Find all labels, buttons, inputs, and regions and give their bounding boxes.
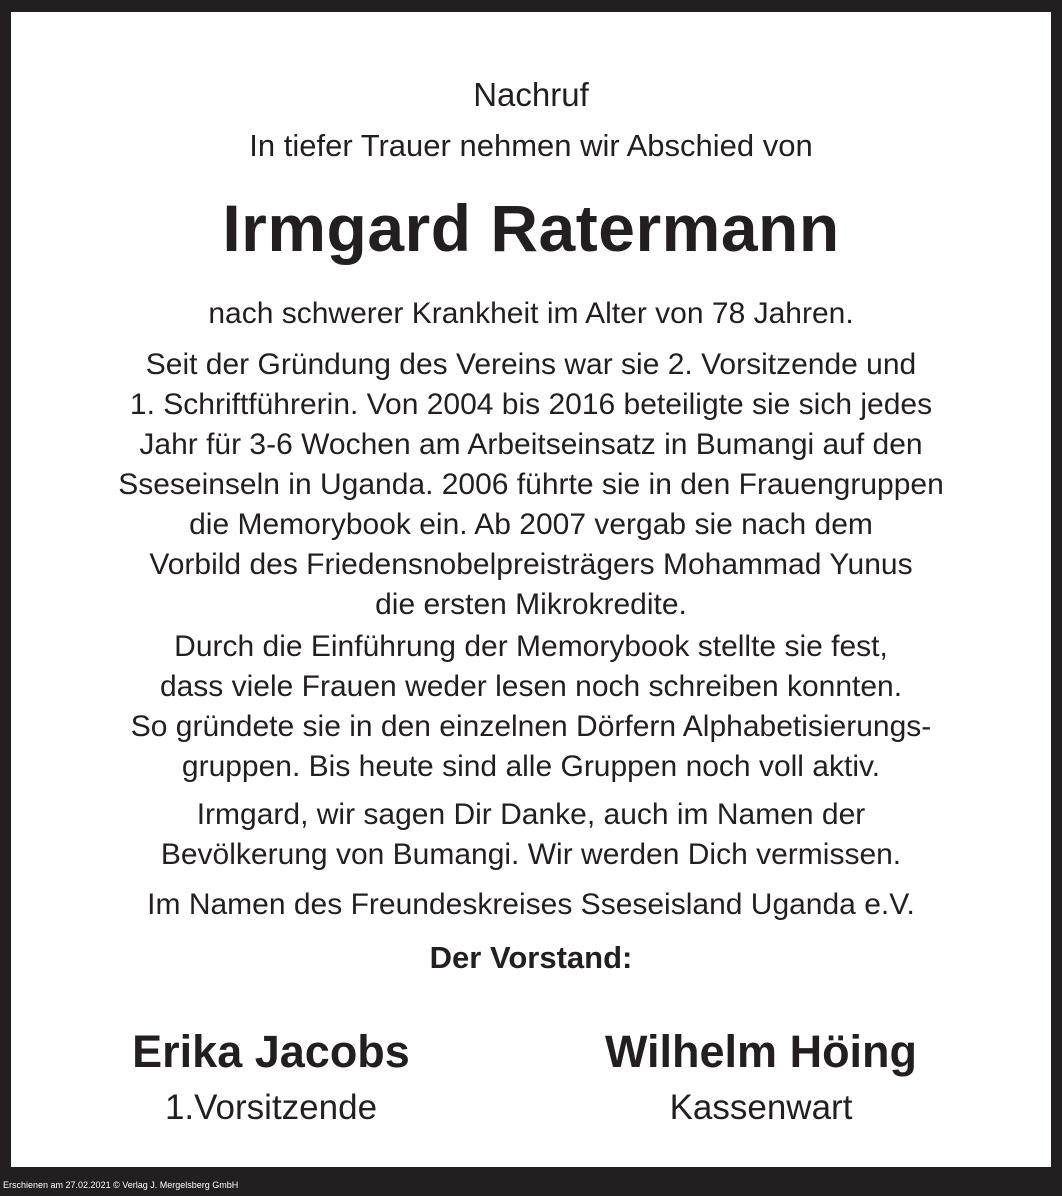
literacy-paragraph: Durch die Einführung der Memorybook stellte sie fest, dass viele Frauen weder lesen noch schreiben konnten. So gründete sie in den einzelnen Dörfern Alphabetisierungs- gruppen. Bis heute sind alle Gruppen noch voll aktiv. xyxy=(130,630,932,783)
board-label: Der Vorstand: xyxy=(429,940,633,975)
signer-block xyxy=(501,1025,1021,1130)
signer-name: Erika Jacobs xyxy=(132,1026,410,1077)
obituary-card xyxy=(11,12,1051,1167)
association-signature-line: Im Namen des Freundeskreises Sseseisland Uganda e.V. xyxy=(147,888,915,921)
age-line: nach schwerer Krankheit im Alter von 78 Jahren. xyxy=(208,297,854,330)
intro-line: In tiefer Trauer nehmen wir Abschied von xyxy=(249,128,813,163)
signer-role: 1.Vorsitzende xyxy=(164,1088,378,1127)
biography-paragraph: Seit der Gründung des Vereins war sie 2. Vorsitzende und 1. Schriftführerin. Von 2004 bis 2016 beteiligte sie sich jedes Jahr für 3-6 Wochen am Arbeitseinsatz in Bumangi auf den Sseseinseln in Uganda. 2006 führte sie in den Frauengruppen die Memorybook ein. Ab 2007 vergab sie nach dem Vorbild des Friedensnobelpreisträgers Mohammad Yunus die ersten Mikrokredite. xyxy=(118,348,944,621)
signer-name: Wilhelm Höing xyxy=(604,1026,918,1077)
deceased-name: Irmgard Ratermann xyxy=(222,191,840,265)
publication-footer: Erschienen am 27.02.2021 © Verlag J. Mergelsberg GmbH xyxy=(3,1180,239,1190)
signer-block xyxy=(11,1025,531,1130)
farewell-paragraph: Irmgard, wir sagen Dir Danke, auch im Namen der Bevölkerung von Bumangi. Wir werden Dich vermissen. xyxy=(160,798,902,871)
signer-role: Kassenwart xyxy=(669,1088,853,1127)
notice-title: Nachruf xyxy=(473,76,589,113)
